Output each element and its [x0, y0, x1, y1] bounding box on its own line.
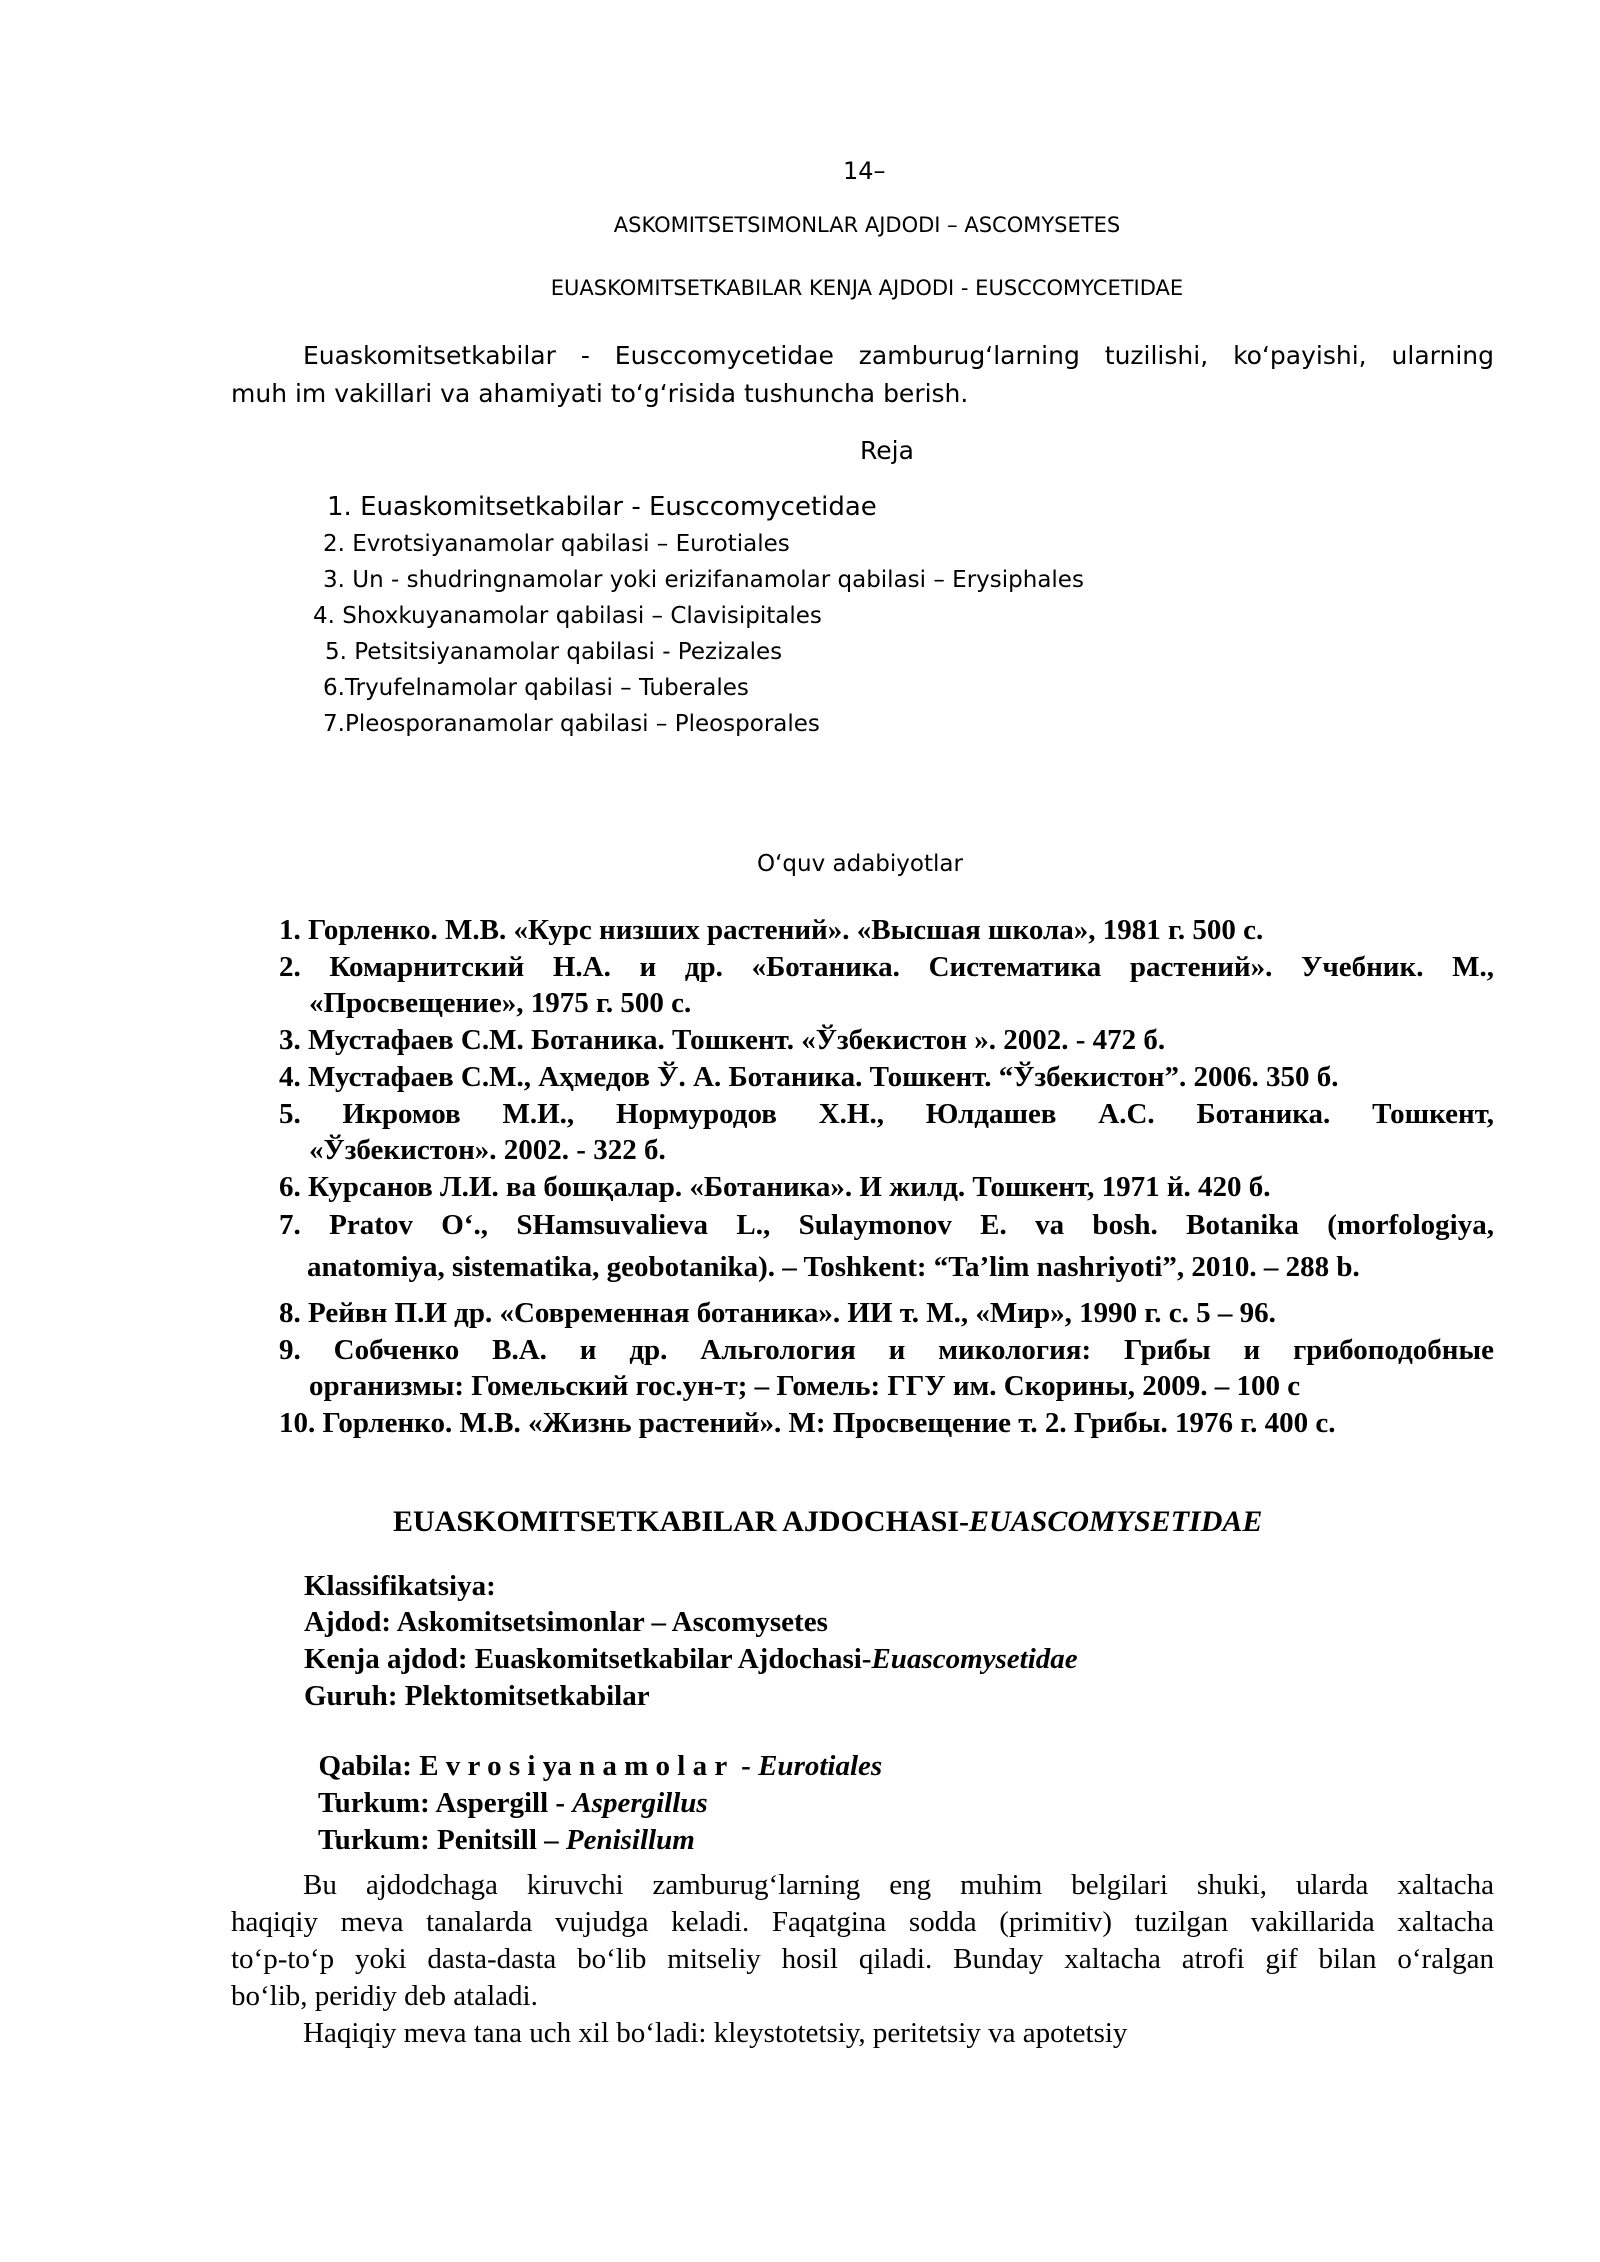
- section-title-prefix: EUASKOMITSETKABILAR AJDOCHASI-: [393, 1505, 969, 1538]
- literature-item-4: 4. Мустафаев С.М., Аҳмедов Ў. А. Ботаника. Тошкент. “Ўзбекистон”. 2006. 350 б.: [279, 1061, 1339, 1093]
- heading-ascomysetes: ASKOMITSETSIMONLAR AJDODI – ASCOMYSETES: [613, 213, 1121, 237]
- qabila-latin: Eurotiales: [758, 1750, 883, 1782]
- literature-title: O‘quv adabiyotlar: [757, 851, 963, 877]
- page-number: 14–: [843, 157, 886, 185]
- plan-title: Reja: [860, 436, 914, 465]
- classification-turkum-penitsill: [304, 1791, 695, 1857]
- turkum-penitsill-label: Turkum: Penitsill –: [317, 1824, 566, 1856]
- section-title: [393, 1505, 1262, 1539]
- classification-title: Klassifikatsiya:: [304, 1570, 496, 1602]
- turkum-aspergill-latin: Aspergillus: [572, 1787, 708, 1819]
- heading-eusccomycetidae: EUASKOMITSETKABILAR KENJA AJDODI - EUSCCOMYCETIDAE: [550, 276, 1184, 300]
- body-paragraph-1-line-3: to‘p-to‘p yoki dasta-dasta bo‘lib mitseliy hosil qiladi. Bunday xaltacha atrofi gif bilan o‘ralgan: [231, 1943, 1494, 1975]
- literature-item-9-line-2: организмы: Гомельский гос.ун-т; – Гомель: ГГУ им. Скорины, 2009. – 100 с: [309, 1370, 1301, 1402]
- literature-item-6: 6. Курсанов Л.И. ва бошқалар. «Ботаника». И жилд. Тошкент, 1971 й. 420 б.: [279, 1171, 1271, 1203]
- plan-item-3: 3. Un - shudringnamolar yoki erizifanamolar qabilasi – Erysiphales: [323, 567, 1084, 593]
- kenja-ajdod-label: Kenja ajdod: Euaskomitsetkabilar Ajdochasi-: [304, 1643, 872, 1675]
- goal-line-2: muh im vakillari va ahamiyati to‘g‘risida tushuncha berish.: [231, 379, 969, 408]
- plan-item-1: 1. Euaskomitsetkabilar - Eusccomycetidae: [327, 492, 877, 522]
- literature-item-2-line-1: 2. Комарнитский Н.А. и др. «Ботаника. Систематика растений». Учебник. М.,: [279, 951, 1494, 983]
- turkum-penitsill-latin: Penisillum: [565, 1824, 695, 1856]
- literature-item-7-line-1: 7. Pratov O‘., SHamsuvalieva L., Sulaymonov E. va bosh. Botanika (morfologiya,: [279, 1209, 1494, 1241]
- literature-item-1: 1. Горленко. М.В. «Курс низших растений». «Высшая школа», 1981 г. 500 с.: [279, 914, 1264, 946]
- plan-item-5: 5. Petsitsiyanamolar qabilasi - Pezizales: [325, 639, 783, 665]
- literature-item-10: 10. Горленко. М.В. «Жизнь растений». М: Просвещение т. 2. Грибы. 1976 г. 400 с.: [279, 1407, 1336, 1439]
- literature-item-3: 3. Мустафаев С.М. Ботаника. Тошкент. «Ўзбекистон ». 2002. - 472 б.: [279, 1024, 1166, 1056]
- literature-item-8: 8. Рейвн П.И др. «Современная ботаника». ИИ т. М., «Мир», 1990 г. с. 5 – 96.: [279, 1297, 1276, 1329]
- literature-item-5-line-1: 5. Икромов М.И., Нормуродов Х.Н., Юлдашев А.С. Ботаника. Тошкент,: [279, 1098, 1494, 1130]
- plan-item-4: 4. Shoxkuyanamolar qabilasi – Clavisipitales: [313, 603, 822, 629]
- body-paragraph-1-line-4: bo‘lib, peridiy deb ataladi.: [231, 1980, 538, 2012]
- classification-ajdod: Ajdod: Askomitsetsimonlar – Ascomysetes: [304, 1606, 828, 1638]
- goal-line-1: Euaskomitsetkabilar - Eusccomycetidae zamburug‘larning tuzilishi, ko‘payishi, ularning: [303, 341, 1494, 370]
- classification-kenja-ajdod: [304, 1643, 1078, 1676]
- literature-item-9-line-1: 9. Собченко В.А. и др. Альгология и микология: Грибы и грибоподобные: [279, 1334, 1494, 1366]
- literature-item-7-line-2: anatomiya, sistematika, geobotanika). – Toshkent: “Ta’lim nashriyoti”, 2010. – 288 b.: [307, 1251, 1360, 1283]
- body-paragraph-1-line-1: Bu ajdodchaga kiruvchi zamburug‘larning eng muhim belgilari shuki, ularda xaltacha: [303, 1869, 1494, 1901]
- qabila-label: Qabila: E v r o s i ya n a m o l a r -: [318, 1750, 759, 1782]
- plan-item-7: 7.Pleosporanamolar qabilasi – Pleosporales: [323, 711, 820, 737]
- section-title-italic: EUASCOMYSETIDAE: [968, 1505, 1263, 1538]
- body-paragraph-1-line-2: haqiqiy meva tanalarda vujudga keladi. Faqatgina sodda (primitiv) tuzilgan vakillarida xaltacha: [231, 1906, 1494, 1938]
- plan-item-2: 2. Evrotsiyanamolar qabilasi – Eurotiales: [323, 531, 790, 557]
- plan-item-6: 6.Tryufelnamolar qabilasi – Tuberales: [323, 675, 749, 701]
- classification-guruh: Guruh: Plektomitsetkabilar: [304, 1680, 650, 1712]
- body-paragraph-2: Haqiqiy meva tana uch xil bo‘ladi: kleystotetsiy, peritetsiy va apotetsiy: [303, 2017, 1128, 2049]
- literature-item-2-line-2: «Просвещение», 1975 г. 500 с.: [309, 987, 692, 1019]
- turkum-aspergill-label: Turkum: Aspergill -: [317, 1787, 573, 1819]
- literature-item-5-line-2: «Ўзбекистон». 2002. - 322 б.: [309, 1134, 666, 1166]
- kenja-ajdod-latin: Euascomysetidae: [871, 1643, 1078, 1675]
